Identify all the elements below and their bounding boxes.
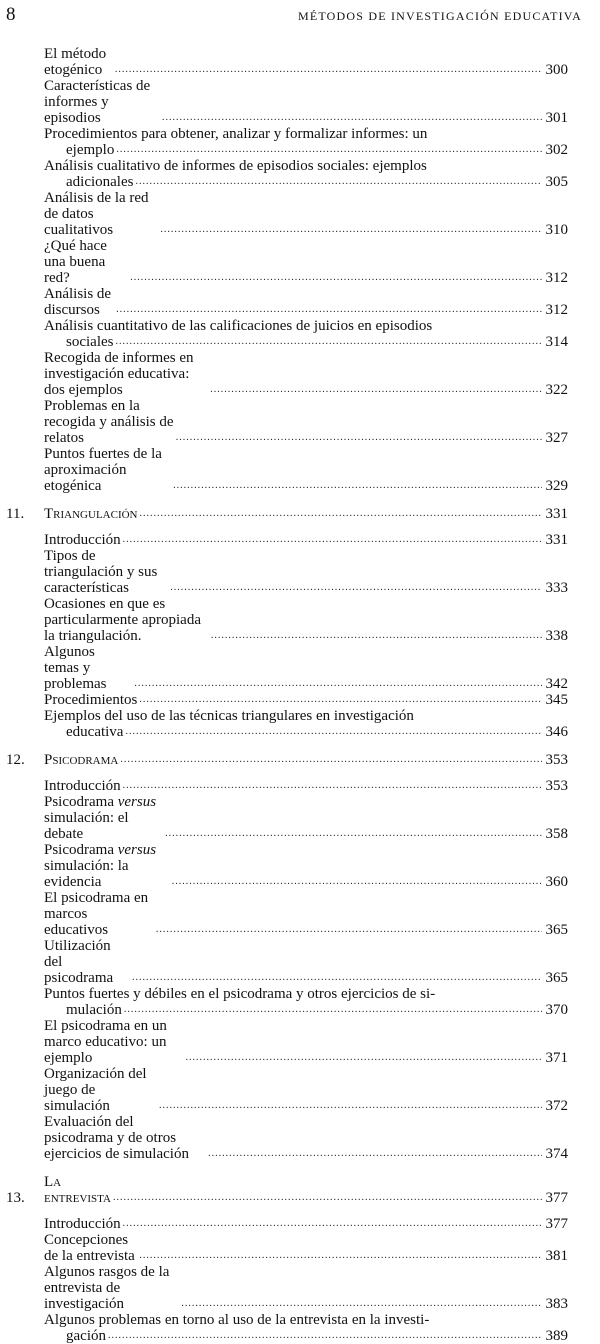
dot-leader <box>125 724 542 740</box>
toc-entry: Análisis de discursos ..... 312 <box>44 286 568 318</box>
dot-leader <box>132 970 542 986</box>
page-ref: 365 <box>545 970 568 986</box>
page-ref: 353 <box>545 752 568 768</box>
toc-entry: Introducción ..... 331 <box>44 532 568 548</box>
toc-entry: Puntos fuertes y débiles en el psicodrama y otros ejercicios de si- mulación ..... 370 <box>44 986 568 1018</box>
toc-entry: Características de informes y episodios ..... 301 <box>44 78 568 126</box>
page-number: 8 <box>6 4 16 25</box>
toc-entry: Puntos fuertes de la aproximación etogénica ..... 329 <box>44 446 568 494</box>
page-ref: 374 <box>545 1146 568 1162</box>
chapter-number: 11. <box>6 506 25 522</box>
dot-leader <box>116 142 542 158</box>
page-ref: 370 <box>545 1002 568 1018</box>
page-ref: 371 <box>545 1050 568 1066</box>
toc-entry: Organización del juego de simulación ..... 372 <box>44 1066 568 1114</box>
chapter-heading <box>6 506 568 522</box>
running-title: MÉTODOS DE INVESTIGACIÓN EDUCATIVA <box>297 9 582 23</box>
toc-entry: Algunos rasgos de la entrevista de investigación ..... 383 <box>44 1264 568 1312</box>
dot-leader <box>210 382 542 398</box>
page-ref: 333 <box>545 580 568 596</box>
page-ref: 372 <box>545 1098 568 1114</box>
chapter-number: 12. <box>6 752 25 768</box>
toc-entry: Procedimientos ..... 345 <box>44 692 568 708</box>
dot-leader <box>208 1146 542 1162</box>
dot-leader <box>159 1098 542 1114</box>
dot-leader <box>139 692 542 708</box>
toc-entry: Problemas en la recogida y análisis de relatos ..... 327 <box>44 398 568 446</box>
page-ref: 353 <box>545 778 568 794</box>
page-ref: 358 <box>545 826 568 842</box>
dot-leader <box>156 922 542 938</box>
page-ref: 305 <box>545 174 568 190</box>
toc-entry: Análisis cualitativo de informes de episodios sociales: ejemplos adicionales ..... 305 <box>44 158 568 190</box>
chapter-title: La entrevista <box>44 1174 111 1206</box>
page-header <box>6 4 582 26</box>
toc-entry: Algunos temas y problemas ..... 342 <box>44 644 568 692</box>
dot-leader <box>113 1190 542 1206</box>
page-ref: 301 <box>545 110 568 126</box>
toc-entry: Psicodrama versus simulación: el debate ..... 358 <box>44 794 568 842</box>
toc-entry: Recogida de informes en investigación educativa: dos ejemplos ..... 322 <box>44 350 568 398</box>
page-ref: 383 <box>545 1296 568 1312</box>
toc-entry: Análisis de la red de datos cualitativos ..... 310 <box>44 190 568 238</box>
dot-leader <box>139 1248 542 1264</box>
page-ref: 314 <box>545 334 568 350</box>
page-ref: 377 <box>545 1190 568 1206</box>
page-ref: 338 <box>545 628 568 644</box>
page-ref: 329 <box>545 478 568 494</box>
toc-entry: El psicodrama en marcos educativos ..... 365 <box>44 890 568 938</box>
dot-leader <box>116 302 542 318</box>
dot-leader <box>170 580 542 596</box>
toc-entry: ¿Qué hace una buena red? ..... 312 <box>44 238 568 286</box>
page-ref: 345 <box>545 692 568 708</box>
page-ref: 302 <box>545 142 568 158</box>
page-ref: 381 <box>545 1248 568 1264</box>
page-ref: 300 <box>545 62 568 78</box>
dot-leader <box>123 778 542 794</box>
toc-entry: Ejemplos del uso de las técnicas triangulares en investigación educativa ..... 346 <box>44 708 568 740</box>
dot-leader <box>173 478 542 494</box>
chapter-heading <box>6 1174 568 1206</box>
dot-leader <box>140 506 543 522</box>
page-ref: 377 <box>545 1216 568 1232</box>
page-ref: 346 <box>545 724 568 740</box>
page-ref: 342 <box>545 676 568 692</box>
page-ref: 331 <box>545 532 568 548</box>
chapter-title: Triangulación <box>44 506 138 522</box>
dot-leader <box>123 532 542 548</box>
dot-leader <box>115 334 542 350</box>
page-ref: 312 <box>545 302 568 318</box>
chapter-heading <box>6 752 568 768</box>
toc-entry: Evaluación del psicodrama y de otros ejercicios de simulación ..... 374 <box>44 1114 568 1162</box>
toc-entry: El método etogénico ..... 300 <box>44 46 568 78</box>
dot-leader <box>115 62 542 78</box>
toc-entry: Concepciones de la entrevista ..... 381 <box>44 1232 568 1264</box>
page-ref: 310 <box>545 222 568 238</box>
toc-entry: Utilización del psicodrama ..... 365 <box>44 938 568 986</box>
page-ref: 312 <box>545 270 568 286</box>
page-ref: 360 <box>545 874 568 890</box>
toc-entry: Ocasiones en que es particularmente apropiada la triangulación. ..... 338 <box>44 596 568 644</box>
toc-entry: Procedimientos para obtener, analizar y formalizar informes: un ejemplo ..... 302 <box>44 126 568 158</box>
dot-leader <box>124 1002 542 1018</box>
dot-leader <box>135 174 542 190</box>
page-ref: 389 <box>545 1328 568 1344</box>
table-of-contents <box>0 46 600 1344</box>
dot-leader <box>108 1328 542 1344</box>
dot-leader <box>120 752 542 768</box>
toc-entry: Algunos problemas en torno al uso de la entrevista en la investi- gación ..... 389 <box>44 1312 568 1344</box>
chapter-title: Psicodrama <box>44 752 119 768</box>
toc-entry: Introducción ..... 377 <box>44 1216 568 1232</box>
toc-entry: Análisis cuantitativo de las calificaciones de juicios en episodios sociales ..... 314 <box>44 318 568 350</box>
page-ref: 365 <box>545 922 568 938</box>
dot-leader <box>181 1296 542 1312</box>
dot-leader <box>185 1050 542 1066</box>
dot-leader <box>176 430 542 446</box>
dot-leader <box>130 270 542 286</box>
dot-leader <box>211 628 542 644</box>
dot-leader <box>165 826 542 842</box>
page-ref: 327 <box>545 430 568 446</box>
toc-entry: Tipos de triangulación y sus características ..... 333 <box>44 548 568 596</box>
chapter-number: 13. <box>6 1190 25 1206</box>
toc-entry: Introducción ..... 353 <box>44 778 568 794</box>
dot-leader <box>160 222 542 238</box>
dot-leader <box>162 110 542 126</box>
dot-leader <box>123 1216 542 1232</box>
toc-entry: El psicodrama en un marco educativo: un ejemplo ..... 371 <box>44 1018 568 1066</box>
page-ref: 331 <box>545 506 568 522</box>
page-ref: 322 <box>545 382 568 398</box>
dot-leader <box>172 874 542 890</box>
dot-leader <box>134 676 542 692</box>
toc-entry: Psicodrama versus simulación: la evidencia ..... 360 <box>44 842 568 890</box>
